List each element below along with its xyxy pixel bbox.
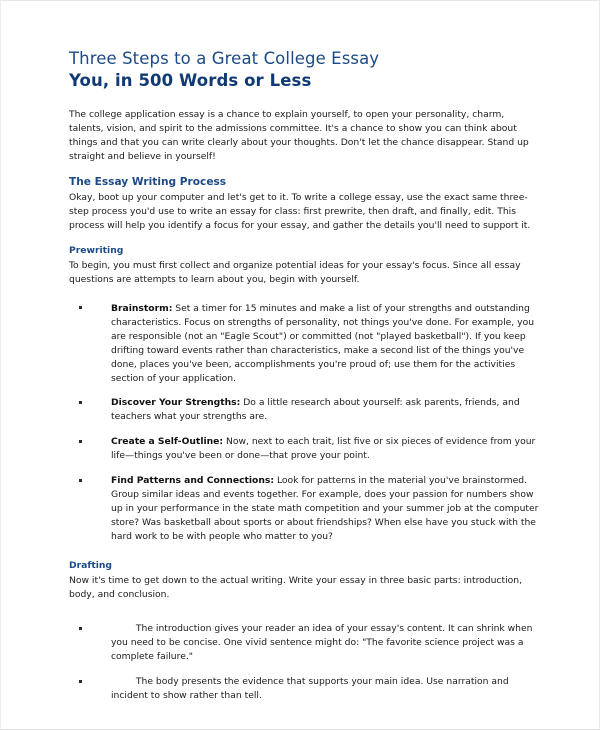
- document-subtitle: You, in 500 Words or Less: [69, 71, 312, 91]
- section-heading-drafting: Drafting: [69, 560, 113, 572]
- list-item: [69, 435, 539, 463]
- list-item-text: Set a timer for 15 minutes and make a list of your strengths and outstanding characteristics. Focus on strengths of personality, not things you've done. For example, you are responsible (not an "Eagle Scout") or committed (not "played basketball"). If you keep drifting toward events rather than characteristics, make a second list of the things you've done, places you've been, accomplishments you're proud of; use them for the activities section of your application.: [111, 302, 535, 384]
- intro-paragraph: The college application essay is a chance to explain yourself, to open your personality, charm, talents, vision, and spirit to the admissions committee. It's a chance to show you can think about things and that you can write clearly about your thoughts. Don't let the chance disappear. Stand up straight and believe in yourself!: [69, 108, 529, 162]
- drafting-bullet-list: [69, 622, 539, 703]
- section-heading-prewriting: Prewriting: [69, 244, 124, 256]
- section-paragraph-drafting: Now it's time to get down to the actual writing. Write your essay in three basic parts: introduction, body, and conclusion.: [69, 575, 523, 601]
- list-item-lead: Discover Your Strengths:: [111, 397, 241, 409]
- bullet-square-icon: [79, 401, 82, 404]
- list-item: [69, 622, 539, 664]
- list-item-text: Look for patterns in the material you've brainstormed. Group similar ideas and events together. For example, does your passion for numbers show up in your performance in the state math competition and your summer job at the computer store? Was basketball about sports or about friendships? When else have you stuck with the hard work to be with people who matter to you?: [111, 475, 539, 543]
- section-heading-essay-writing-process: The Essay Writing Process: [69, 176, 227, 189]
- list-item-lead: Brainstorm:: [111, 302, 173, 314]
- prewriting-bullet-list: [69, 302, 539, 545]
- list-item-text: Now, next to each trait, list five or six pieces of evidence from your life—things you've been or done—that prove your point.: [111, 436, 536, 462]
- bullet-square-icon: [79, 627, 82, 630]
- list-item-text: The body presents the evidence that supports your main idea. Use narration and incident to show rather than tell.: [111, 676, 509, 702]
- document-title: Three Steps to a Great College Essay: [69, 49, 380, 68]
- bullet-square-icon: [79, 306, 82, 309]
- bullet-square-icon: [79, 680, 82, 683]
- list-item-lead: Find Patterns and Connections:: [111, 475, 275, 487]
- section-paragraph-prewriting: To begin, you must first collect and organize potential ideas for your essay's focus. Since all essay questions are attempts to learn about you, begin with yourself.: [69, 259, 521, 285]
- bullet-square-icon: [79, 440, 82, 443]
- bullet-square-icon: [79, 479, 82, 482]
- list-item: [69, 302, 539, 386]
- list-item-text: Do a little research about yourself: ask parents, friends, and teachers what your strengths are.: [111, 397, 520, 423]
- list-item: [69, 474, 539, 544]
- section-paragraph-essay-writing-process: Okay, boot up your computer and let's get to it. To write a college essay, use the exact same three-step process you'd use to write an essay for class: first prewrite, then draft, and finally, edit. This process will help you identify a focus for your essay, and gather the details you'll need to support it.: [69, 191, 531, 231]
- list-item-lead: Create a Self-Outline:: [111, 436, 224, 448]
- list-item: [69, 675, 539, 703]
- spacer: [69, 612, 539, 622]
- list-item: [69, 396, 539, 424]
- list-item-text: The introduction gives your reader an idea of your essay's content. It can shrink when you need to be concise. One vivid sentence might do: "The favorite science project was a complete failure.": [111, 623, 533, 663]
